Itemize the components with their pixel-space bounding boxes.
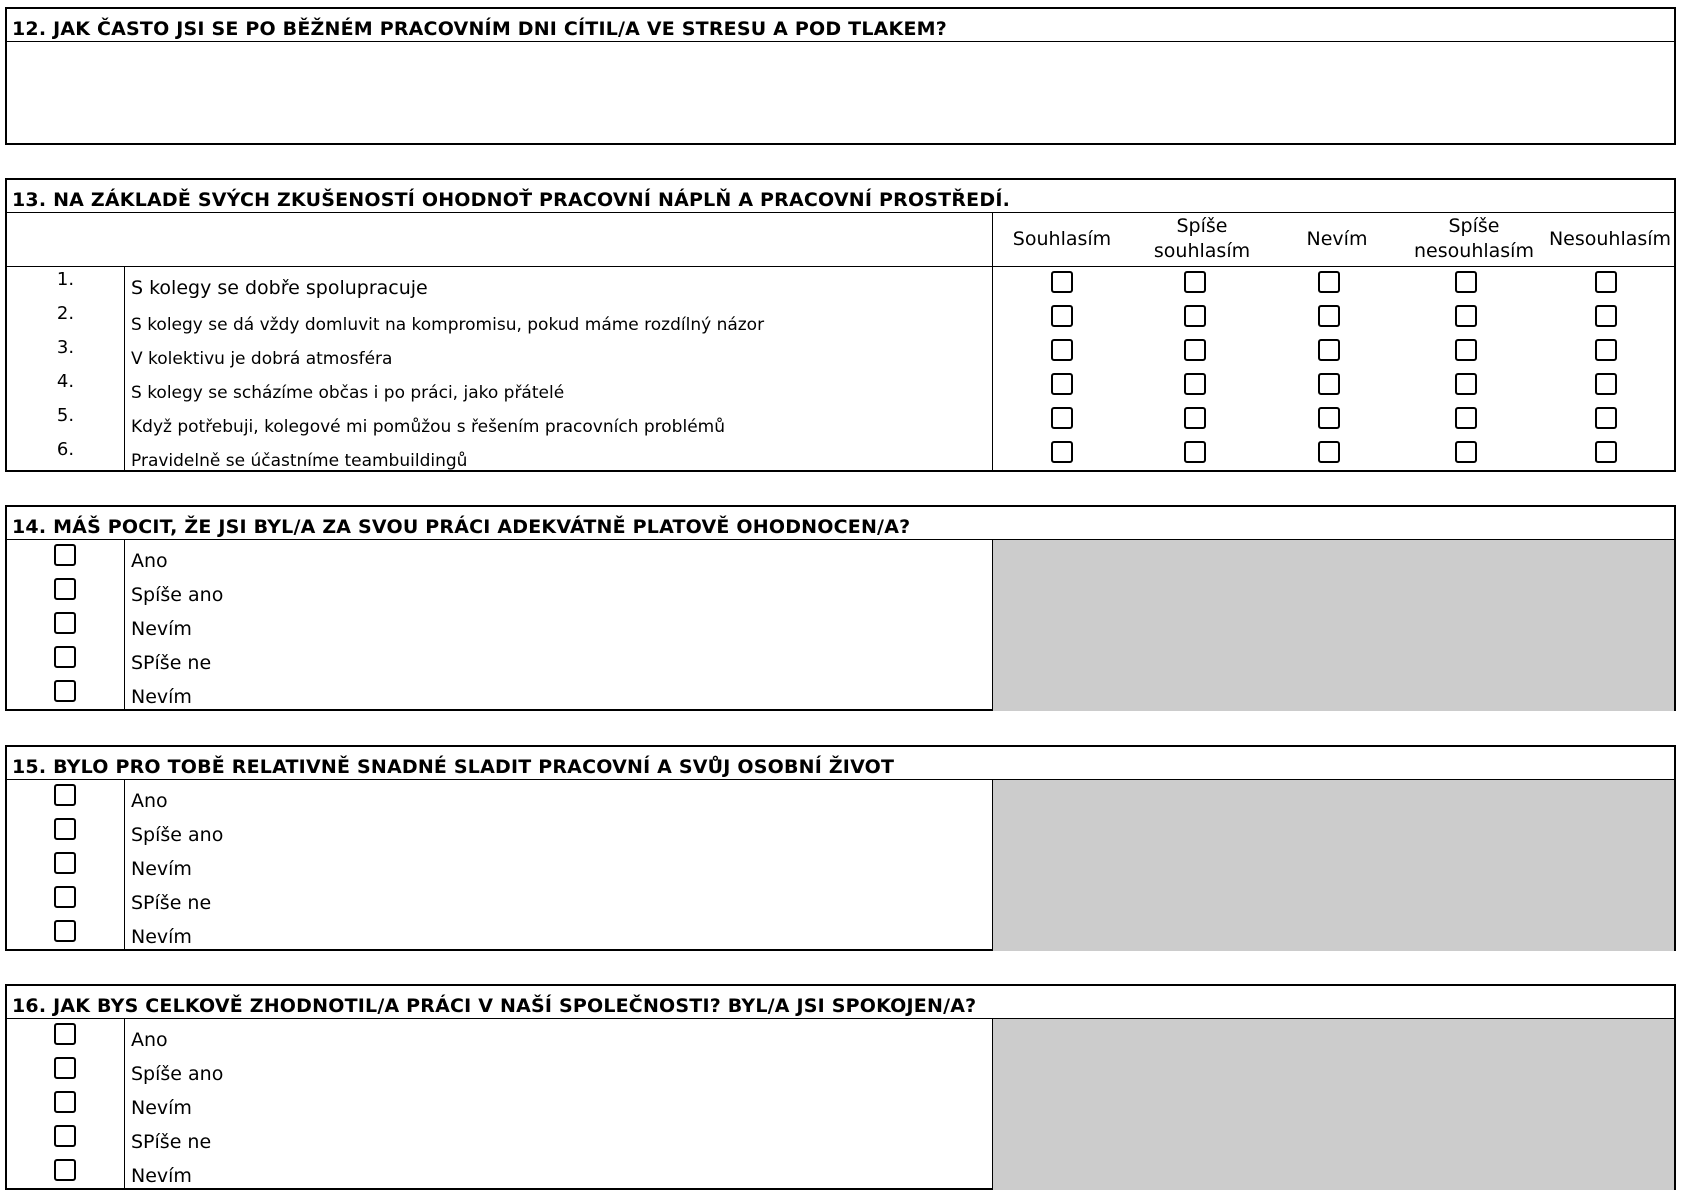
option-label: Spíše ano <box>131 1063 224 1085</box>
question-15-title: 15. BYLO PRO TOBĚ RELATIVNĚ SNADNÉ SLADIT PRACOVNÍ A SVŮJ OSOBNÍ ŽIVOT <box>7 747 1674 780</box>
question-15-options <box>7 780 1674 951</box>
table-row <box>7 301 1674 335</box>
question-12 <box>5 7 1676 145</box>
option-checkbox[interactable] <box>54 784 76 806</box>
likert-body <box>7 267 1674 471</box>
checkbox-row2-col4[interactable] <box>1455 305 1477 327</box>
checkbox-row3-col3[interactable] <box>1318 339 1340 361</box>
question-15-comment-area <box>992 780 1674 951</box>
col-head-nevim: Nevím <box>1306 227 1368 250</box>
option-label: Ano <box>131 1029 168 1051</box>
question-12-answer-area[interactable] <box>7 42 1674 143</box>
row-number: 3. <box>56 337 75 358</box>
option-label: Nevím <box>131 618 192 640</box>
question-16-comment-area <box>992 1019 1674 1190</box>
checkbox-row1-col4[interactable] <box>1455 271 1477 293</box>
checkbox-row6-col3[interactable] <box>1318 441 1340 463</box>
option-checkbox[interactable] <box>54 852 76 874</box>
table-row <box>7 369 1674 403</box>
checkbox-row4-col4[interactable] <box>1455 373 1477 395</box>
option-label: Ano <box>131 790 168 812</box>
option-label: Nevím <box>131 858 192 880</box>
option-checkbox[interactable] <box>54 680 76 702</box>
option-label: Spíše ano <box>131 584 224 606</box>
option-checkbox[interactable] <box>54 818 76 840</box>
question-12-title: 12. JAK ČASTO JSI SE PO BĚŽNÉM PRACOVNÍM DNI CÍTIL/A VE STRESU A POD TLAKEM? <box>7 9 1674 42</box>
checkbox-row2-col2[interactable] <box>1184 305 1206 327</box>
checkbox-row5-col2[interactable] <box>1184 407 1206 429</box>
checkbox-row5-col4[interactable] <box>1455 407 1477 429</box>
option-label: SPíše ne <box>131 652 212 674</box>
checkbox-row5-col1[interactable] <box>1051 407 1073 429</box>
question-15 <box>5 745 1676 951</box>
row-statement: Když potřebuji, kolegové mi pomůžou s řešením pracovních problémů <box>131 417 725 437</box>
option-label: Ano <box>131 550 168 572</box>
option-label: Nevím <box>131 926 192 948</box>
checkbox-row6-col4[interactable] <box>1455 441 1477 463</box>
question-13 <box>5 178 1676 472</box>
question-16-title: 16. JAK BYS CELKOVĚ ZHODNOTIL/A PRÁCI V NAŠÍ SPOLEČNOSTI? BYL/A JSI SPOKOJEN/A? <box>7 986 1674 1019</box>
option-label: Spíše ano <box>131 824 224 846</box>
checkbox-row6-col1[interactable] <box>1051 441 1073 463</box>
option-label: SPíše ne <box>131 892 212 914</box>
checkbox-row3-col2[interactable] <box>1184 339 1206 361</box>
checkbox-row1-col5[interactable] <box>1595 271 1617 293</box>
checkbox-row4-col3[interactable] <box>1318 373 1340 395</box>
option-checkbox[interactable] <box>54 886 76 908</box>
row-statement: Pravidelně se účastníme teambuildingů <box>131 451 468 471</box>
question-16 <box>5 984 1676 1190</box>
checkbox-row3-col4[interactable] <box>1455 339 1477 361</box>
option-checkbox[interactable] <box>54 646 76 668</box>
checkbox-row2-col5[interactable] <box>1595 305 1617 327</box>
row-statement: S kolegy se scházíme občas i po práci, jako přátelé <box>131 383 565 403</box>
row-statement: S kolegy se dá vždy domluvit na kompromisu, pokud máme rozdílný názor <box>131 315 765 335</box>
option-checkbox[interactable] <box>54 1125 76 1147</box>
checkbox-row1-col2[interactable] <box>1184 271 1206 293</box>
option-checkbox[interactable] <box>54 1159 76 1181</box>
option-checkbox[interactable] <box>54 1057 76 1079</box>
table-row <box>7 267 1674 301</box>
table-row <box>7 437 1674 471</box>
option-checkbox[interactable] <box>54 578 76 600</box>
checkbox-row3-col5[interactable] <box>1595 339 1617 361</box>
row-statement: S kolegy se dobře spolupracuje <box>131 277 428 299</box>
likert-header <box>7 213 1674 267</box>
question-14 <box>5 505 1676 711</box>
row-number: 4. <box>56 371 75 392</box>
question-14-comment-area <box>992 540 1674 711</box>
checkbox-row2-col1[interactable] <box>1051 305 1073 327</box>
col-head-spise-nesouhlasim: Spíše nesouhlasím <box>1414 215 1534 262</box>
checkbox-row5-col3[interactable] <box>1318 407 1340 429</box>
checkbox-row4-col1[interactable] <box>1051 373 1073 395</box>
option-label: Nevím <box>131 1165 192 1187</box>
option-label: SPíše ne <box>131 1131 212 1153</box>
question-16-options <box>7 1019 1674 1190</box>
row-number: 1. <box>56 269 75 290</box>
question-13-title: 13. NA ZÁKLADĚ SVÝCH ZKUŠENOSTÍ OHODNOŤ PRACOVNÍ NÁPLŇ A PRACOVNÍ PROSTŘEDÍ. <box>7 180 1674 213</box>
checkbox-row6-col2[interactable] <box>1184 441 1206 463</box>
col-head-spise-souhlasim: Spíše souhlasím <box>1153 215 1251 262</box>
row-number: 6. <box>56 439 75 460</box>
checkbox-row2-col3[interactable] <box>1318 305 1340 327</box>
option-label: Nevím <box>131 1097 192 1119</box>
question-14-title: 14. MÁŠ POCIT, ŽE JSI BYL/A ZA SVOU PRÁCI ADEKVÁTNĚ PLATOVĚ OHODNOCEN/A? <box>7 507 1674 540</box>
checkbox-row3-col1[interactable] <box>1051 339 1073 361</box>
row-number: 5. <box>56 405 75 426</box>
checkbox-row1-col3[interactable] <box>1318 271 1340 293</box>
table-row <box>7 335 1674 369</box>
option-checkbox[interactable] <box>54 612 76 634</box>
option-checkbox[interactable] <box>54 544 76 566</box>
checkbox-row5-col5[interactable] <box>1595 407 1617 429</box>
checkbox-row4-col2[interactable] <box>1184 373 1206 395</box>
table-row <box>7 403 1674 437</box>
checkbox-row1-col1[interactable] <box>1051 271 1073 293</box>
option-checkbox[interactable] <box>54 1023 76 1045</box>
checkbox-row6-col5[interactable] <box>1595 441 1617 463</box>
option-label: Nevím <box>131 686 192 708</box>
checkbox-row4-col5[interactable] <box>1595 373 1617 395</box>
question-14-options <box>7 540 1674 711</box>
option-checkbox[interactable] <box>54 920 76 942</box>
option-checkbox[interactable] <box>54 1091 76 1113</box>
col-head-souhlasim: Souhlasím <box>1012 227 1112 250</box>
row-number: 2. <box>56 303 75 324</box>
col-head-nesouhlasim: Nesouhlasím <box>1548 227 1672 250</box>
row-statement: V kolektivu je dobrá atmosféra <box>131 349 393 369</box>
